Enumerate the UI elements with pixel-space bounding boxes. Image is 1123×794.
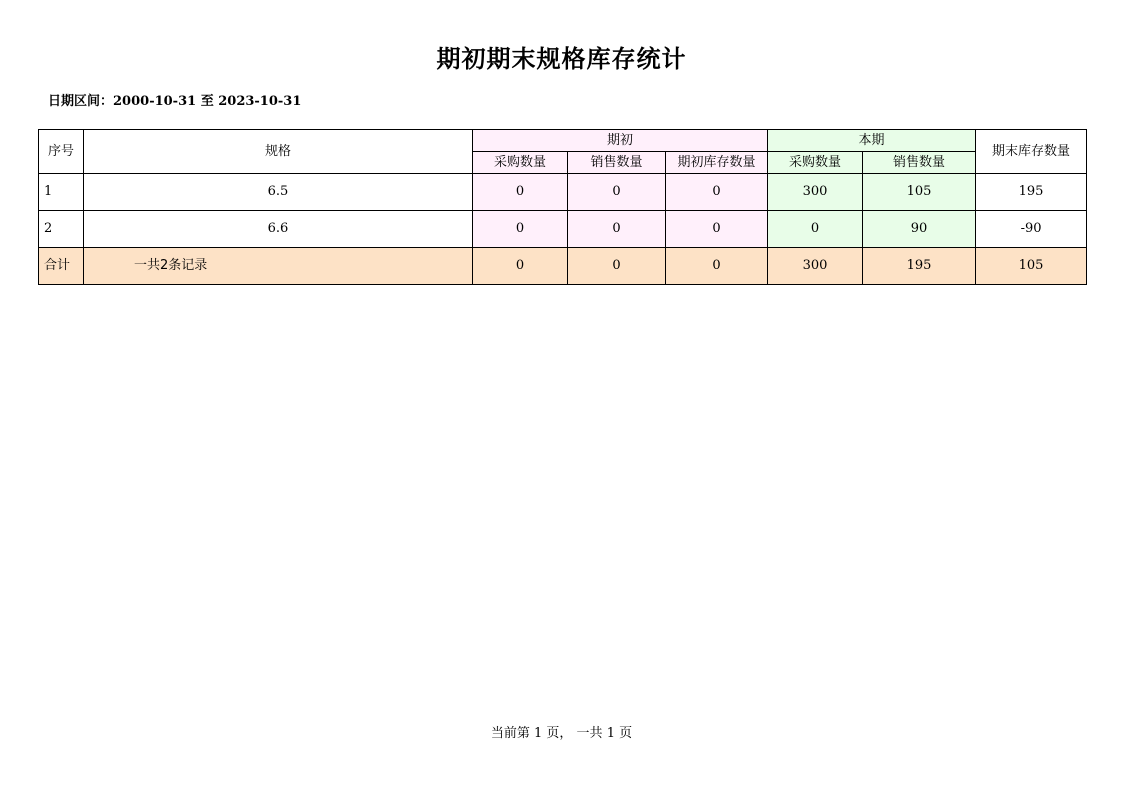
summary-current-sales: 195	[863, 248, 976, 285]
cell-opening-sales: 0	[568, 211, 666, 248]
cell-opening-purchase: 0	[473, 174, 568, 211]
cell-current-purchase: 300	[768, 174, 863, 211]
date-range	[48, 93, 301, 111]
header-opening-sales: 销售数量	[568, 152, 666, 174]
date-range-label: 日期区间：	[48, 94, 114, 109]
cell-closing-stock: 195	[976, 174, 1087, 211]
header-current-group: 本期	[768, 130, 976, 152]
header-spec: 规格	[84, 130, 473, 174]
summary-opening-purchase: 0	[473, 248, 568, 285]
cell-opening-stock: 0	[666, 174, 768, 211]
header-closing-stock: 期末库存数量	[976, 130, 1087, 174]
report-title: 期初期末规格库存统计	[436, 44, 687, 73]
header-current-sales: 销售数量	[863, 152, 976, 174]
cell-current-purchase: 0	[768, 211, 863, 248]
summary-opening-sales: 0	[568, 248, 666, 285]
current-page-number: 1	[534, 726, 543, 741]
inventory-table	[38, 129, 1087, 285]
page-prefix: 当前第	[490, 726, 530, 741]
cell-opening-stock: 0	[666, 211, 768, 248]
cell-current-sales: 90	[863, 211, 976, 248]
table-row	[39, 174, 1087, 211]
summary-closing-stock: 105	[976, 248, 1087, 285]
summary-label: 合计	[39, 248, 84, 285]
cell-closing-stock: -90	[976, 211, 1087, 248]
header-seq: 序号	[39, 130, 84, 174]
total-pages-number: 1	[606, 726, 615, 741]
header-current-purchase: 采购数量	[768, 152, 863, 174]
header-row-top	[39, 130, 1087, 152]
cell-spec: 6.6	[84, 211, 473, 248]
header-opening-purchase: 采购数量	[473, 152, 568, 174]
summary-row	[39, 248, 1087, 285]
header-opening-group: 期初	[473, 130, 768, 152]
date-range-value: 2000-10-31 至 2023-10-31	[113, 94, 302, 109]
header-opening-stock: 期初库存数量	[666, 152, 768, 174]
summary-current-purchase: 300	[768, 248, 863, 285]
page-indicator	[0, 724, 1123, 744]
page-suffix: 页	[619, 726, 633, 741]
cell-current-sales: 105	[863, 174, 976, 211]
cell-seq: 2	[39, 211, 84, 248]
summary-record-count: 一共2条记录	[84, 248, 473, 285]
page-middle: 页， 一共	[546, 726, 603, 741]
table-row	[39, 211, 1087, 248]
cell-opening-purchase: 0	[473, 211, 568, 248]
cell-seq: 1	[39, 174, 84, 211]
cell-opening-sales: 0	[568, 174, 666, 211]
summary-opening-stock: 0	[666, 248, 768, 285]
cell-spec: 6.5	[84, 174, 473, 211]
